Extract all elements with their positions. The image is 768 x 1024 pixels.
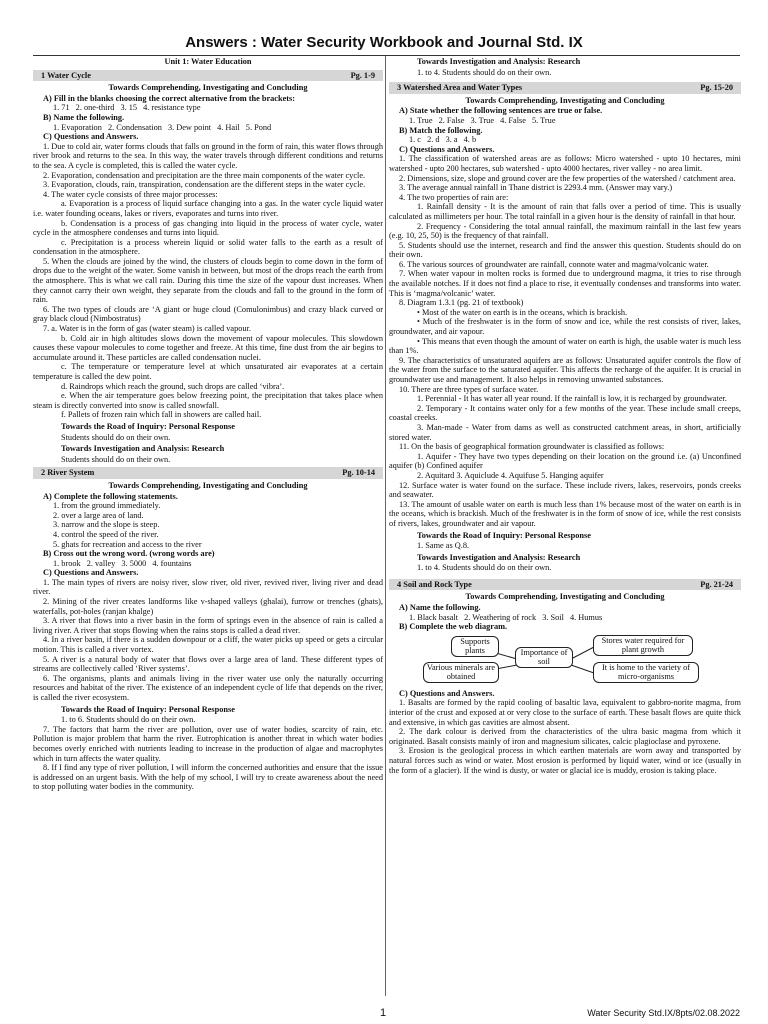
- right-column: [389, 56, 741, 775]
- question-heading: B) Complete the web diagram.: [399, 622, 508, 632]
- answer-row: 1. True 2. False 3. True 4. False 5. True: [409, 115, 556, 125]
- question-heading: A) State whether the following sentences are true or false.: [399, 106, 603, 116]
- answer-paragraph: 3. Man-made - Water from dams as well as constructed catchment areas, in short, artificially stored water.: [389, 422, 741, 442]
- page-number: 1: [380, 1007, 387, 1019]
- list-item: 1. from the ground immediately.: [53, 501, 161, 511]
- unit-title: Unit 1: Water Education: [164, 57, 252, 66]
- answer-paragraph: 13. The amount of usable water on earth is much less than 1% because most of the water on earth is in the oceans, which is brackish. Much of the freshwater is in the form of snow of ice, while the rest consists of rivers, lakes, groundwater and air vapour.: [389, 499, 741, 528]
- answer-paragraph: 2. Frequency - Considering the total annual rainfall, the maximum rainfall in the last few years (e.g. 10, 25, 50) is the frequency of that rainfall.: [389, 221, 741, 241]
- answer-line: Students should do on their own.: [61, 454, 171, 464]
- answer-paragraph: 9. The characteristics of unsaturated aquifers are as follows: Unsaturated aquifer controls the flow of the water from the surface to the saturated aquifer. This affects the recharge of the aquifer. It is crucial in groundwater use and management. It also helps in removing unwanted substances.: [389, 355, 741, 384]
- answer-paragraph: b. Cold air in high altitudes slows down the movement of vapour molecules. This slowdown causes these vapour molecules to come together and freeze. At this time, fine dust from the air begins to accumulate around it. These particles are called condensation nuclei.: [33, 333, 383, 362]
- web-diagram: [389, 635, 741, 687]
- bullet-item: • This means that even though the amount of water on earth is high, the usable water is much less than 1%.: [389, 336, 741, 356]
- section-heading: Towards the Road of Inquiry: Personal Response: [417, 530, 591, 540]
- section-heading: Towards Comprehending, Investigating and Concluding: [465, 592, 665, 602]
- answer-paragraph: f. Pallets of frozen rain which fall in showers are called hail.: [61, 410, 262, 420]
- web-node-center: Importance of soil: [515, 647, 573, 668]
- bullet-item: • Most of the water on earth is in the oceans, which is brackish.: [417, 307, 628, 317]
- answer-paragraph: 11. On the basis of geographical formation groundwater is classified as follows:: [399, 442, 665, 452]
- section-heading: Towards the Road of Inquiry: Personal Response: [61, 704, 235, 714]
- answer-paragraph: 8. Diagram 1.3.1 (pg. 21 of textbook): [399, 298, 524, 308]
- answer-paragraph: 4. In a river basin, if there is a sudden downpour or a cliff, the water picks up speed or gets a circular motion. This is called a river vortex.: [33, 635, 383, 655]
- answer-paragraph: 1. Perennial - It has water all year round. If the rainfall is low, it is recharged by groundwater.: [417, 394, 727, 404]
- column-divider: [385, 56, 386, 996]
- question-heading: A) Name the following.: [399, 603, 481, 613]
- web-node-stores-water: Stores water required for plant growth: [593, 635, 693, 656]
- answer-paragraph: 4. The two properties of rain are:: [399, 192, 509, 202]
- answer-line: 1. to 4. Students should do on their own.: [417, 563, 552, 573]
- question-heading: B) Cross out the wrong word. (wrong words are): [43, 549, 215, 559]
- answer-paragraph: 3. Evaporation, clouds, rain, transpiration, condensation are the different steps in the water cycle.: [43, 180, 366, 190]
- answer-paragraph: b. Condensation is a process of gas changing into liquid in the process of water cycle, water cycle in the atmosphere condenses and turns into liquid.: [33, 218, 383, 238]
- chapter-1-header: 1 Water Cycle Pg. 1-9: [33, 70, 383, 82]
- answer-paragraph: 5. When the clouds are joined by the wind, the clusters of clouds begin to come down in the form of drops due to the weight of the water. Some vanish in between, but most of the drops reach the earth from the atmosphere. This is what we call rain. During this time the size of the vapour dust increases. When they cannot carry their own weight, they separate from the clouds and fall to the ground in the form of rain.: [33, 256, 383, 305]
- section-heading: Towards Comprehending, Investigating and Concluding: [465, 95, 665, 105]
- list-item: 3. narrow and the slope is steep.: [53, 520, 160, 530]
- web-node-supports-plants: Supports plants: [451, 636, 499, 657]
- answer-paragraph: 2. Evaporation, condensation and precipitation are the three main components of the water cycle.: [43, 170, 366, 180]
- page-title: Answers : Water Security Workbook and Journal Std. IX: [185, 34, 583, 51]
- answer-paragraph: 3. A river that flows into a river basin in the form of springs even in the absence of rain is called a living river. A river that stops flowing when the rains stops is called a dead river.: [33, 616, 383, 635]
- bullet-item: • Much of the freshwater is in the form of snow and ice, while the rest consists of river, lakes, groundwater, and air vapour.: [389, 317, 741, 337]
- answer-paragraph: 6. The organisms, plants and animals living in the river water use only the naturally occurring resources and habitat of the river. The existence of an independent cycle of life that depends on the river, is called the river ecosystem.: [33, 673, 383, 702]
- section-heading: Towards Comprehending, Investigating and Concluding: [108, 83, 308, 93]
- answer-line: 1. Same as Q.8.: [417, 541, 470, 551]
- answer-paragraph: d. Raindrops which reach the ground, such drops are called ‘vibra’.: [61, 381, 285, 391]
- answer-paragraph: 1. Aquifer - They have two types depending on their location on the ground i.e. (a) Unconfined aquifer (b) Confined aquifer: [389, 451, 741, 471]
- question-heading: C) Questions and Answers.: [43, 132, 139, 142]
- answer-paragraph: 7. The factors that harm the river are pollution, over use of water bodies, scarcity of rain, etc. Pollution is major problem that harm the river. Eutrophication is another threat in which water bodies becomes overly enriched with nutrients leading to increase in the production of algae and macrophytes which in turn affects the water quality.: [33, 724, 383, 763]
- answer-paragraph: 12. Surface water is water found on the surface. These include rivers, lakes, reservoirs, ponds creeks and seawater.: [389, 480, 741, 500]
- list-item: 2. over a large area of land.: [53, 510, 144, 520]
- question-heading: C) Questions and Answers.: [399, 144, 495, 154]
- section-heading: Towards Comprehending, Investigating and Concluding: [108, 480, 308, 490]
- answer-paragraph: 5. Students should use the internet, research and find the answer this question. Students should do on their own.: [389, 240, 741, 260]
- answer-row: 1. Black basalt 2. Weathering of rock 3. Soil 4. Humus: [409, 612, 603, 622]
- answer-paragraph: 1. Basalts are formed by the rapid cooling of basaltic lava, equivalent to gabbro-norite magma, from interior of the crust and exposed at or very close to the surface of earth. These basalt flows are quite thick and extensive, in which gas cavities are almost absent.: [389, 698, 741, 727]
- answer-row: 1. 71 2. one-third 3. 15 4. resistance type: [53, 103, 201, 113]
- answer-paragraph: 2. Dimensions, size, slope and ground cover are the few properties of the watershed / catchment area.: [399, 173, 736, 183]
- chapter-3-header: 3 Watershed Area and Water Types Pg. 15-20: [389, 82, 741, 94]
- section-heading: Towards Investigation and Analysis: Research: [417, 552, 581, 562]
- question-heading: C) Questions and Answers.: [399, 688, 495, 698]
- answer-paragraph: c. The temperature or temperature level at which unsaturated air evaporates at a certain temperature is called the dew point.: [33, 362, 383, 381]
- answer-row: 1. Evaporation 2. Condensation 3. Dew point 4. Hail 5. Pond: [53, 122, 272, 132]
- answer-paragraph: 2. The dark colour is derived from the characteristics of the ultra basic magma from which it originated. Basalt consists mainly of iron and magnesium silicates, calcic plagioclase and pyroxene.: [389, 727, 741, 746]
- left-column: [33, 56, 383, 792]
- answer-row: 1. c 2. d 3. a 4. b: [409, 135, 477, 145]
- answer-paragraph: 7. When water vapour in molten rocks is formed due to underground magma, it tries to rise through the available notches. If it does not find a place to rise, it eventually condenses and transforms into water. This is ‘magma/volcanic’ water.: [389, 269, 741, 298]
- answer-paragraph: 1. The classification of watershed areas are as follows: Micro watershed - upto 10 hectares, mini watershed - upto 200 hectares, sub watershed - upto 4000 hectares, river valley - no area limit.: [389, 154, 741, 173]
- question-heading: C) Questions and Answers.: [43, 568, 139, 578]
- question-heading: A) Complete the following statements.: [43, 491, 178, 501]
- answer-paragraph: 4. The water cycle consists of three major processes:: [43, 189, 218, 199]
- answer-paragraph: 2. Aquitard 3. Aquiclude 4. Aquifuse 5. Hanging aquifer: [417, 470, 604, 480]
- answer-row: 1. brook 2. valley 3. 5000 4. fountains: [53, 558, 192, 568]
- question-heading: A) Fill in the blanks choosing the correct alternative from the brackets:: [43, 93, 296, 103]
- answer-line: Students should do on their own.: [61, 432, 171, 442]
- answer-paragraph: 7. a. Water is in the form of gas (water steam) is called vapour.: [43, 324, 251, 334]
- web-node-micro-organisms: It is home to the variety of micro-organisms: [593, 662, 699, 683]
- web-node-minerals: Various minerals are obtained: [423, 662, 499, 683]
- answer-paragraph: a. Evaporation is a process of liquid surface changing into a gas. In the water cycle liquid water i.e. water founding oceans, lakes or rivers, evaporates and turns into river.: [33, 199, 383, 218]
- answer-paragraph: 2. Mining of the river creates landforms like v-shaped valleys (ghalai), furrow or trenches (ghats), waterfalls, pot-holes (ranjan khalge): [33, 597, 383, 616]
- answer-paragraph: 1. Due to cold air, water forms clouds that falls on ground in the form of rain, this water flows through river brook and returns to the sea. In this way, the water travels through different conditions and returns to the sea. A cycle is completed, this is called the water cycle.: [33, 141, 383, 170]
- question-heading: B) Match the following.: [399, 125, 483, 135]
- chapter-2-header: 2 River System Pg. 10-14: [33, 467, 383, 479]
- answer-paragraph: 6. The two types of clouds are ‘A giant or huge cloud (Comulonimbus) and crazy black curved or gray black cloud (Nimbostratus): [33, 304, 383, 324]
- answer-paragraph: e. When the air temperature goes below freezing point, the precipitation that takes place when steam is directly converted into snow is called snowfall.: [33, 391, 383, 410]
- answer-paragraph: 1. The main types of rivers are noisy river, slow river, old river, revived river, living river and dead river.: [33, 577, 383, 597]
- answer-paragraph: 3. The average annual rainfall in Thane district is 2293.4 mm. (Answer may vary.): [399, 183, 673, 193]
- section-heading: Towards the Road of Inquiry: Personal Response: [61, 421, 235, 431]
- answer-paragraph: 6. The various sources of groundwater are rainfall, connote water and magma/volcanic water.: [399, 259, 709, 269]
- footer-code: Water Security Std.IX/8pts/02.08.2022: [587, 1008, 740, 1018]
- answer-paragraph: 5. A river is a natural body of water that flows over a large area of land. These different types of streams are collectively called ‘River systems’.: [33, 654, 383, 674]
- answer-paragraph: 1. Rainfall density - It is the amount of rain that falls over a period of time. This is usually calculated as millimeters per hour. The total rainfall in a given hour is the density of rainfall in that hour.: [389, 202, 741, 221]
- answer-line: 1. to 4. Students should do on their own.: [417, 67, 552, 77]
- section-heading: Towards Investigation and Analysis: Research: [61, 444, 225, 454]
- answer-paragraph: 8. If I find any type of river pollution, I will inform the concerned authorities and ensure that the issue is addressed on an urgent basis. With the help of my school, I will try to create awareness about the need to stop polluting water bodies in the community.: [33, 763, 383, 792]
- chapter-4-header: 4 Soil and Rock Type Pg. 21-24: [389, 579, 741, 591]
- answer-line: 1. to 6. Students should do on their own.: [61, 715, 196, 725]
- answer-paragraph: c. Precipitation is a process wherein liquid or solid water falls to the earth as a result of condensation in the atmosphere.: [33, 237, 383, 257]
- section-heading: Towards Investigation and Analysis: Research: [417, 57, 581, 66]
- answer-paragraph: 2. Temporary - It contains water only for a few months of the year. These include small creeps, coastal creeks.: [389, 403, 741, 423]
- answer-paragraph: 10. There are three types of surface water.: [399, 384, 539, 394]
- question-heading: B) Name the following.: [43, 112, 125, 122]
- list-item: 4. control the speed of the river.: [53, 529, 159, 539]
- answer-paragraph: 3. Erosion is the geological process in which earthen materials are worn away and transported by natural forces such as wind or water. Most erosion is performed by liquid water, wind or ice (usually in the form of a glacier). If the wind is dusty, or water or glacial ice is muddy, erosion is taking place.: [389, 746, 741, 775]
- list-item: 5. ghats for recreation and access to the river: [53, 539, 202, 549]
